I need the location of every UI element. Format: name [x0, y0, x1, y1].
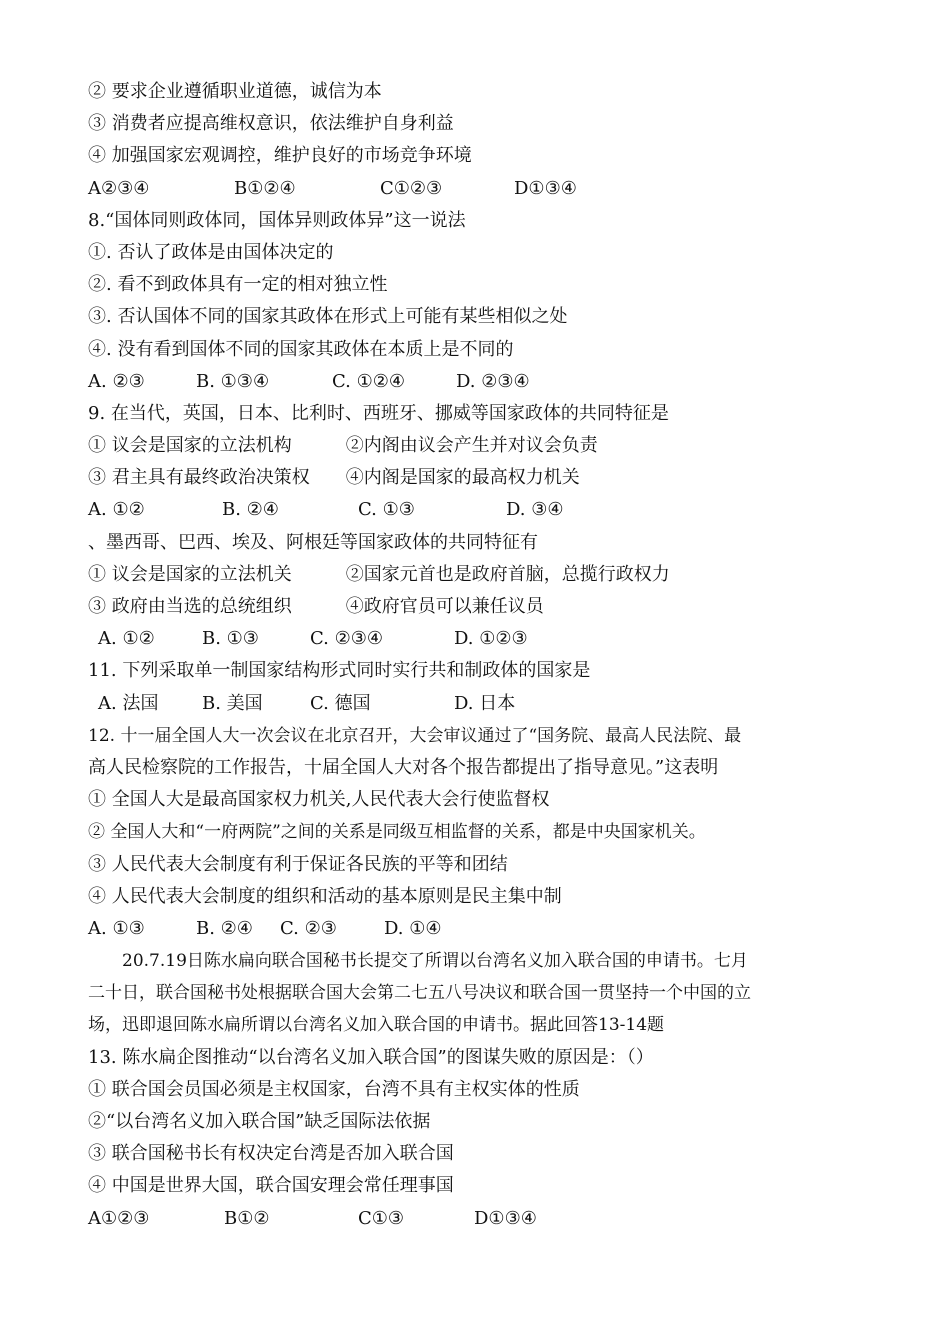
q12-item-4: ④ 人民代表大会制度的组织和活动的基本原则是民主集中制: [88, 885, 562, 907]
q8-stem: 8.“国体同则政体同，国体异则政体异”这一说法: [88, 209, 466, 231]
q9-option-c: C. ①③: [358, 499, 415, 521]
q10-option-d: D. ①②③: [454, 628, 528, 650]
q10-stem: 、墨西哥、巴西、埃及、阿根廷等国家政体的共同特征有: [88, 531, 538, 553]
q7-option-b: B①②④: [234, 177, 296, 199]
q12-option-a: A. ①③: [88, 917, 145, 939]
q9-options: [88, 494, 868, 526]
q10-items-3-4: ③ 政府由当选的总统组织 ④政府官员可以兼任议员: [88, 596, 544, 617]
q8-option-a: A. ②③: [88, 370, 145, 392]
exam-page: [88, 76, 868, 1235]
q11-option-d: D. 日本: [454, 692, 516, 714]
q9-items-3-4: ③ 君主具有最终政治决策权 ④内阁是国家的最高权力机关: [88, 467, 580, 489]
q11-options: [88, 688, 868, 720]
q7-option-a: A②③④: [88, 177, 150, 199]
q13-options: [88, 1203, 868, 1235]
q13-stem: 13. 陈水扁企图推动“以台湾名义加入联合国”的图谋失败的原因是：（）: [88, 1046, 654, 1068]
q10-options: [88, 623, 868, 655]
q7-item-4: ④ 加强国家宏观调控，维护良好的市场竞争环境: [88, 145, 472, 167]
passage-line-2: 二十日，联合国秘书处根据联合国大会第二七五八号决议和联合国一贯坚持一个中国的立: [88, 983, 751, 1004]
q7-options: [88, 173, 868, 205]
q8-option-c: C. ①②④: [332, 370, 405, 392]
q12-options: [88, 913, 868, 945]
q12-stem-2: 高人民检察院的工作报告，十届全国人大对各个报告都提出了指导意见。”这表明: [88, 756, 719, 778]
q9-option-d: D. ③④: [506, 499, 564, 521]
q10-option-a: A. ①②: [98, 628, 155, 650]
q12-option-c: C. ②③: [280, 917, 337, 939]
q13-item-1: ① 联合国会员国必须是主权国家，台湾不具有主权实体的性质: [88, 1078, 580, 1100]
q8-option-d: D. ②③④: [456, 370, 530, 392]
q10-items-1-2: ① 议会是国家的立法机关 ②国家元首也是政府首脑，总揽行政权力: [88, 563, 670, 585]
q9-items-1-2: ① 议会是国家的立法机构 ②内阁由议会产生并对议会负责: [88, 435, 598, 457]
q8-item-4: ④. 没有看到国体不同的国家其政体在本质上是不同的: [88, 338, 514, 360]
q9-option-a: A. ①②: [88, 499, 145, 521]
q7-option-c: C①②③: [380, 177, 443, 199]
q10-option-c: C. ②③④: [310, 628, 383, 650]
q12-stem-1: 12. 十一届全国人大一次会议在北京召开，大会审议通过了“国务院、最高人民法院、最: [88, 725, 742, 746]
q8-item-3: ③. 否认国体不同的国家其政体在形式上可能有某些相似之处: [88, 306, 568, 328]
q11-option-a: A. 法国: [98, 692, 159, 714]
passage-line-3: 场，迅即退回陈水扁所谓以台湾名义加入联合国的申请书。据此回答13-14题: [88, 1015, 665, 1036]
q12-item-3: ③ 人民代表大会制度有利于保证各民族的平等和团结: [88, 853, 508, 875]
q7-item-3: ③ 消费者应提高维权意识，依法维护自身利益: [88, 113, 454, 135]
q13-option-c: C①③: [358, 1207, 405, 1229]
q7-item-2: ② 要求企业遵循职业道德，诚信为本: [88, 81, 382, 102]
q13-item-4: ④ 中国是世界大国，联合国安理会常任理事国: [88, 1175, 454, 1197]
q8-item-2: ②. 看不到政体具有一定的相对独立性: [88, 274, 388, 296]
q13-item-3: ③ 联合国秘书长有权决定台湾是否加入联合国: [88, 1143, 454, 1165]
q8-options: [88, 366, 868, 398]
q11-option-b: B. 美国: [202, 692, 263, 714]
q13-option-a: A①②③: [88, 1207, 150, 1229]
q13-option-d: D①③④: [474, 1207, 537, 1229]
q11-option-c: C. 德国: [310, 692, 371, 714]
q12-item-2: ② 全国人大和“一府两院”之间的关系是同级互相监督的关系，都是中央国家机关。: [88, 822, 706, 843]
q12-item-1: ① 全国人大是最高国家权力机关,人民代表大会行使监督权: [88, 789, 550, 811]
q8-option-b: B. ①③④: [196, 370, 270, 392]
q9-stem: 9. 在当代，英国，日本、比利时、西班牙、挪威等国家政体的共同特征是: [88, 402, 669, 424]
q13-option-b: B①②: [224, 1207, 270, 1229]
q8-item-1: ①. 否认了政体是由国体决定的: [88, 241, 334, 263]
q10-option-b: B. ①③: [202, 628, 259, 650]
q12-option-b: B. ②④: [196, 917, 253, 939]
q12-option-d: D. ①④: [384, 917, 442, 939]
passage-line-1: 20.7.19日陈水扁向联合国秘书长提交了所谓以台湾名义加入联合国的申请书。七月: [88, 951, 748, 972]
q7-option-d: D①③④: [514, 177, 577, 199]
q11-stem: 11. 下列采取单一制国家结构形式同时实行共和制政体的国家是: [88, 660, 591, 682]
q13-item-2: ②“以台湾名义加入联合国”缺乏国际法依据: [88, 1111, 431, 1132]
q9-option-b: B. ②④: [222, 499, 279, 521]
